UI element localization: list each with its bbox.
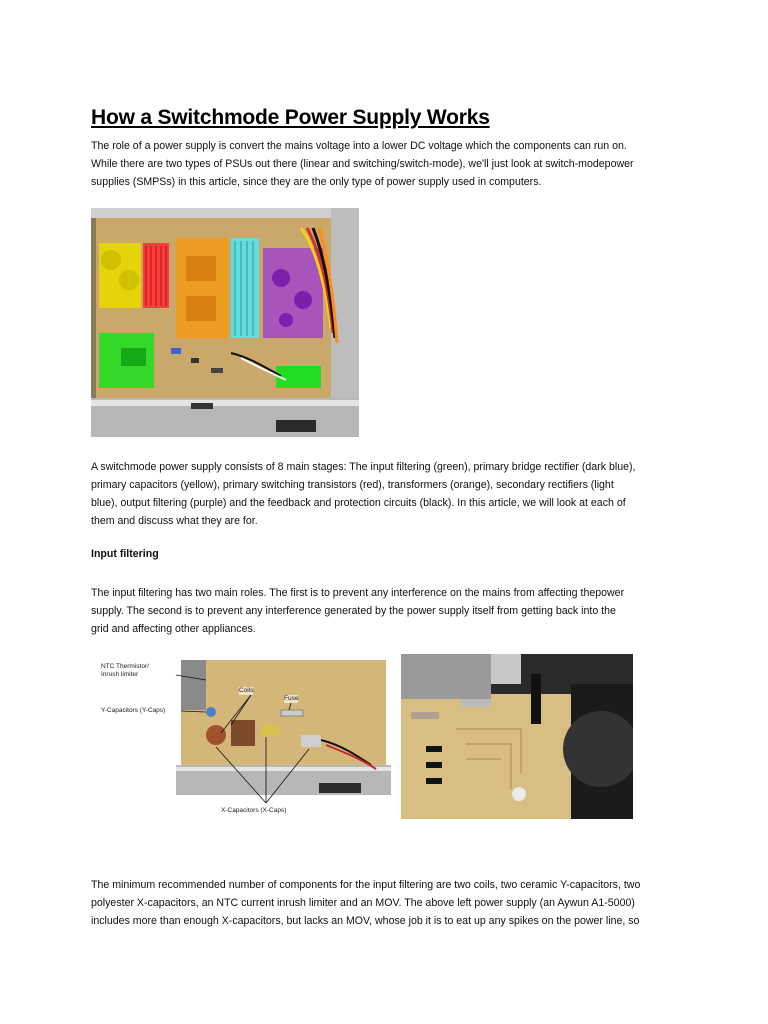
ycaps-label: Y-Capacitors (Y-Caps) (101, 707, 166, 714)
input-filter-closeup-photo (401, 654, 633, 819)
minimum-line: includes more than enough X-capacitors, but lacks an MOV, whose job it is to eat up any spikes on the power line, so (91, 915, 640, 927)
minimum-line: The minimum recommended number of components for the input filtering are two coils, two ceramic Y-capacitors, two (91, 879, 641, 891)
page-title: How a Switchmode Power Supply Works (91, 106, 490, 129)
input-filtering-line: grid and affecting other appliances. (91, 623, 256, 635)
minimum-line: polyester X-capacitors, an NTC current inrush limiter and an MOV. The above left power supply (an Aywun A1-5000) (91, 897, 635, 909)
intro-line: supplies (SMPSs) in this article, since they are the only type of power supply used in computers. (91, 176, 542, 188)
input-filtering-line: supply. The second is to prevent any interference generated by the power supply itself from getting back into the (91, 605, 616, 617)
input-filter-annotated-photo (91, 655, 393, 823)
stages-line: blue), output filtering (purple) and the feedback and protection circuits (black). In this article, we will look at each of (91, 497, 626, 509)
stages-line: them and discuss what they are for. (91, 515, 258, 527)
input-filtering-line: The input filtering has two main roles. The first is to prevent any interference on the mains from affecting thepower (91, 587, 625, 599)
stages-line: A switchmode power supply consists of 8 main stages: The input filtering (green), primary bridge rectifier (dark blue), (91, 461, 636, 473)
ntc-label-line-2: Inrush limiter (101, 671, 139, 678)
xcaps-label: X-Capacitors (X-Caps) (221, 807, 287, 814)
fuse-label: Fuse (284, 695, 299, 702)
intro-line: While there are two types of PSUs out there (linear and switching/switch-mode), we'll just look at switch-modepower (91, 158, 634, 170)
coils-label: Coils (239, 687, 254, 694)
stages-line: primary capacitors (yellow), primary switching transistors (red), transformers (orange), secondary rectifiers (light (91, 479, 614, 491)
ntc-label-line-1: NTC Thermistor/ (101, 663, 149, 670)
intro-line: The role of a power supply is convert the mains voltage into a lower DC voltage which the components can run on. (91, 140, 627, 152)
section-heading: Input filtering (91, 548, 159, 560)
psu-stages-photo (91, 208, 359, 437)
